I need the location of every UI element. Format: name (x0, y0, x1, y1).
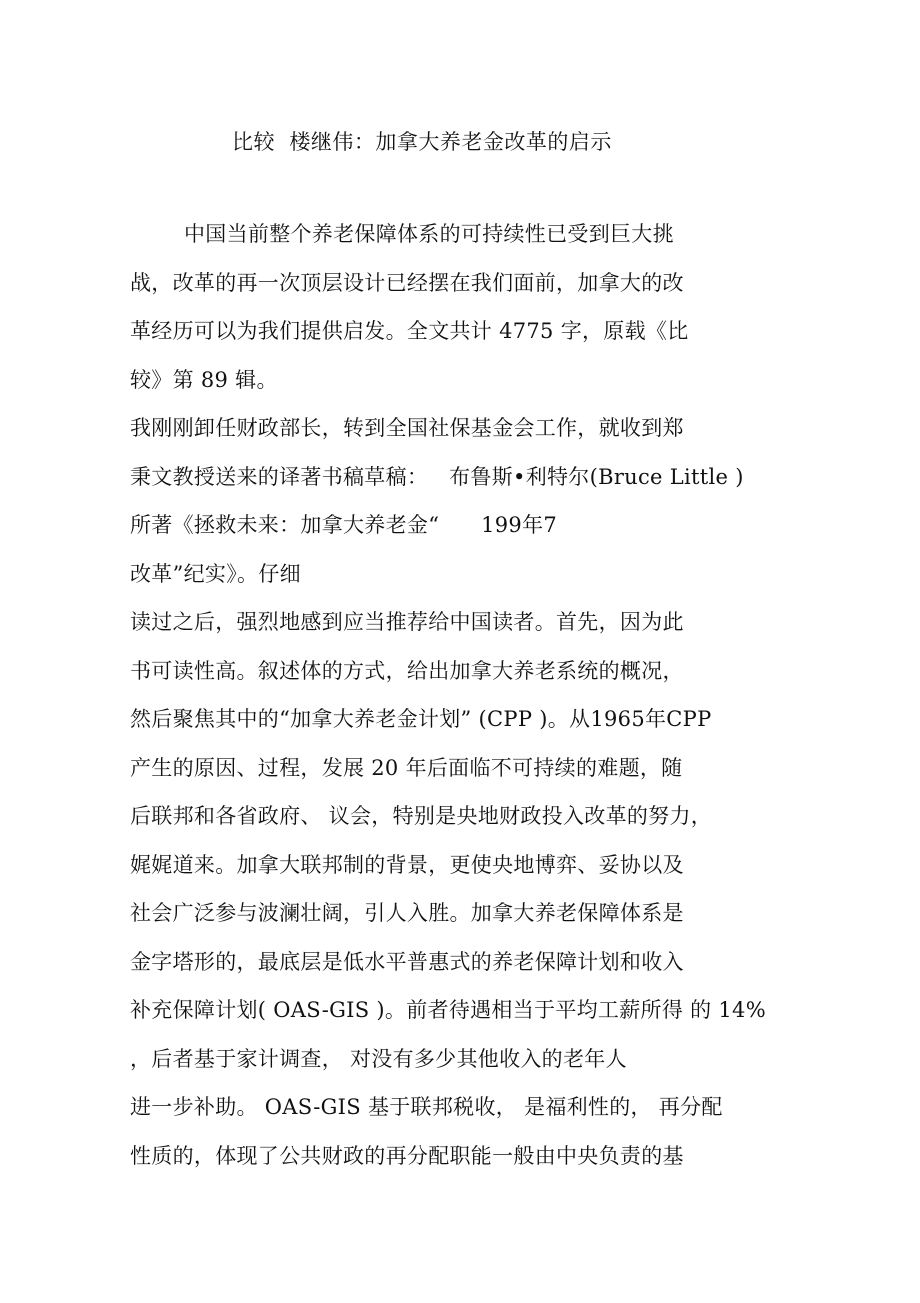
paragraph-line: 我刚刚卸任财政部长，转到全国社保基金会工作，就收到郑 (130, 416, 684, 440)
page-title: 比较 楼继伟：加拿大养老金改革的启示 (232, 130, 612, 154)
paragraph-line: 较》第 89 辑。 (130, 368, 278, 392)
paragraph-line: 书可读性高。叙述体的方式，给出加拿大养老系统的概况， (130, 659, 684, 683)
paragraph-line: 补充保障计划( OAS-GIS )。前者待遇相当于平均工薪所得 的 14% (130, 998, 766, 1022)
paragraph-line: 改革”纪实》。仔细 (130, 562, 301, 586)
paragraph-line: 娓娓道来。加拿大联邦制的背景，更使央地博弈、妥协以及 (130, 853, 684, 877)
paragraph-line: 革经历可以为我们提供启发。全文共计 4775 字，原载《比 (130, 319, 689, 343)
paragraph-line: 所著《拯救未来：加拿大养老金“ 199年7 (130, 513, 558, 537)
paragraph-line: 进一步补助。 OAS-GIS 基于联邦税收， 是福利性的， 再分配 (130, 1095, 723, 1119)
paragraph-line: 战，改革的再一次顶层设计已经摆在我们面前，加拿大的改 (130, 271, 684, 295)
paragraph-line: 读过之后，强烈地感到应当推荐给中国读者。首先，因为此 (130, 610, 684, 634)
paragraph-line: 性质的，体现了公共财政的再分配职能一般由中央负责的基 (130, 1144, 684, 1168)
paragraph-line: ，后者基于家计调查， 对没有多少其他收入的老年人 (130, 1047, 627, 1071)
paragraph-line: 中国当前整个养老保障体系的可持续性已受到巨大挑 (184, 222, 674, 246)
paragraph-line: 秉文教授送来的译著书稿草稿： 布鲁斯•利特尔(Bruce Little ) (130, 465, 744, 489)
paragraph-line: 产生的原因、过程，发展 20 年后面临不可持续的难题，随 (130, 756, 683, 780)
paragraph-line: 金字塔形的，最底层是低水平普惠式的养老保障计划和收入 (130, 950, 684, 974)
paragraph-line: 然后聚焦其中的“加拿大养老金计划” (CPP )。从1965年CPP (130, 707, 712, 731)
paragraph-line: 社会广泛参与波澜壮阔，引人入胜。加拿大养老保障体系是 (130, 901, 684, 925)
paragraph-line: 后联邦和各省政府、 议会，特别是央地财政投入改革的努力， (130, 804, 713, 828)
